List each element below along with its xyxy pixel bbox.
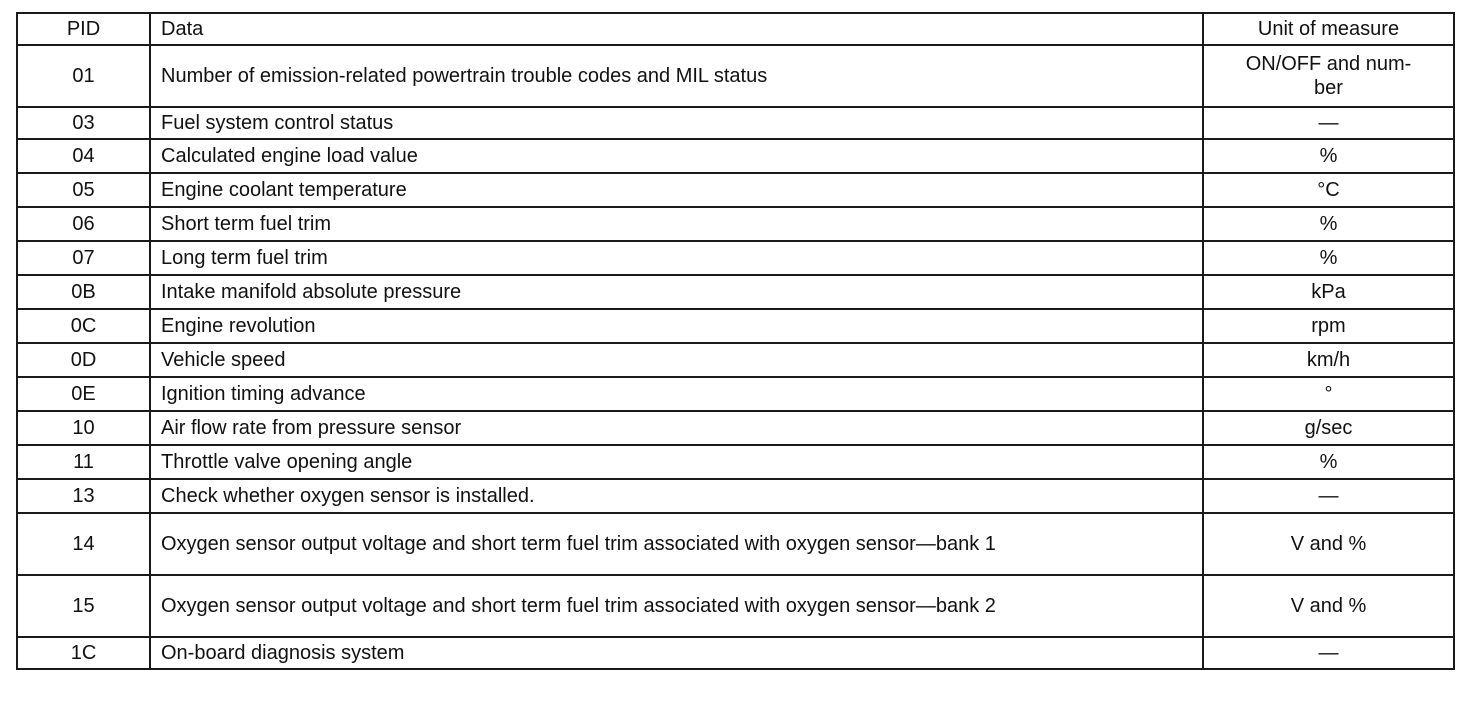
cell-unit: %	[1203, 241, 1454, 275]
cell-data: Intake manifold absolute pressure	[150, 275, 1203, 309]
table-row	[17, 343, 1454, 377]
cell-data: Ignition timing advance	[150, 377, 1203, 411]
cell-unit: %	[1203, 139, 1454, 173]
cell-pid: 15	[17, 575, 150, 637]
cell-unit: km/h	[1203, 343, 1454, 377]
cell-pid: 14	[17, 513, 150, 575]
header-unit: Unit of measure	[1203, 13, 1454, 45]
cell-unit: °C	[1203, 173, 1454, 207]
header-data: Data	[150, 13, 1203, 45]
cell-unit: rpm	[1203, 309, 1454, 343]
cell-data: Oxygen sensor output voltage and short term fuel trim associated with oxygen sensor—bank 2	[150, 575, 1203, 637]
cell-data: Engine revolution	[150, 309, 1203, 343]
cell-data: On-board diagnosis system	[150, 637, 1203, 669]
cell-data: Fuel system control status	[150, 107, 1203, 139]
cell-data: Calculated engine load value	[150, 139, 1203, 173]
cell-unit: g/sec	[1203, 411, 1454, 445]
cell-pid: 0C	[17, 309, 150, 343]
table-row	[17, 445, 1454, 479]
table-header-row	[17, 13, 1454, 45]
table-row	[17, 45, 1454, 107]
cell-pid: 01	[17, 45, 150, 107]
table-row	[17, 173, 1454, 207]
cell-unit: kPa	[1203, 275, 1454, 309]
table-row	[17, 275, 1454, 309]
cell-data: Oxygen sensor output voltage and short term fuel trim associated with oxygen sensor—bank 1	[150, 513, 1203, 575]
cell-unit: °	[1203, 377, 1454, 411]
cell-pid: 11	[17, 445, 150, 479]
cell-data: Number of emission-related powertrain trouble codes and MIL status	[150, 45, 1203, 107]
pid-table	[16, 12, 1455, 670]
cell-pid: 0D	[17, 343, 150, 377]
table-row	[17, 377, 1454, 411]
cell-unit: ON/OFF and num- ber	[1203, 45, 1454, 107]
cell-pid: 1C	[17, 637, 150, 669]
table-row	[17, 107, 1454, 139]
table-row	[17, 479, 1454, 513]
cell-data: Vehicle speed	[150, 343, 1203, 377]
table-row	[17, 241, 1454, 275]
table-row	[17, 309, 1454, 343]
cell-pid: 06	[17, 207, 150, 241]
cell-data: Throttle valve opening angle	[150, 445, 1203, 479]
cell-unit: V and %	[1203, 513, 1454, 575]
cell-data: Check whether oxygen sensor is installed.	[150, 479, 1203, 513]
cell-data: Short term fuel trim	[150, 207, 1203, 241]
table-row	[17, 637, 1454, 669]
cell-pid: 03	[17, 107, 150, 139]
cell-pid: 05	[17, 173, 150, 207]
cell-unit: —	[1203, 107, 1454, 139]
cell-pid: 13	[17, 479, 150, 513]
table-row	[17, 207, 1454, 241]
cell-unit: %	[1203, 207, 1454, 241]
table-row	[17, 411, 1454, 445]
cell-unit: —	[1203, 479, 1454, 513]
cell-pid: 04	[17, 139, 150, 173]
cell-pid: 10	[17, 411, 150, 445]
cell-pid: 0B	[17, 275, 150, 309]
header-pid: PID	[17, 13, 150, 45]
cell-unit: %	[1203, 445, 1454, 479]
cell-data: Engine coolant temperature	[150, 173, 1203, 207]
cell-pid: 07	[17, 241, 150, 275]
table-row	[17, 513, 1454, 575]
cell-unit: —	[1203, 637, 1454, 669]
cell-data: Long term fuel trim	[150, 241, 1203, 275]
table-row	[17, 575, 1454, 637]
cell-data: Air flow rate from pressure sensor	[150, 411, 1203, 445]
table-row	[17, 139, 1454, 173]
cell-pid: 0E	[17, 377, 150, 411]
cell-unit: V and %	[1203, 575, 1454, 637]
